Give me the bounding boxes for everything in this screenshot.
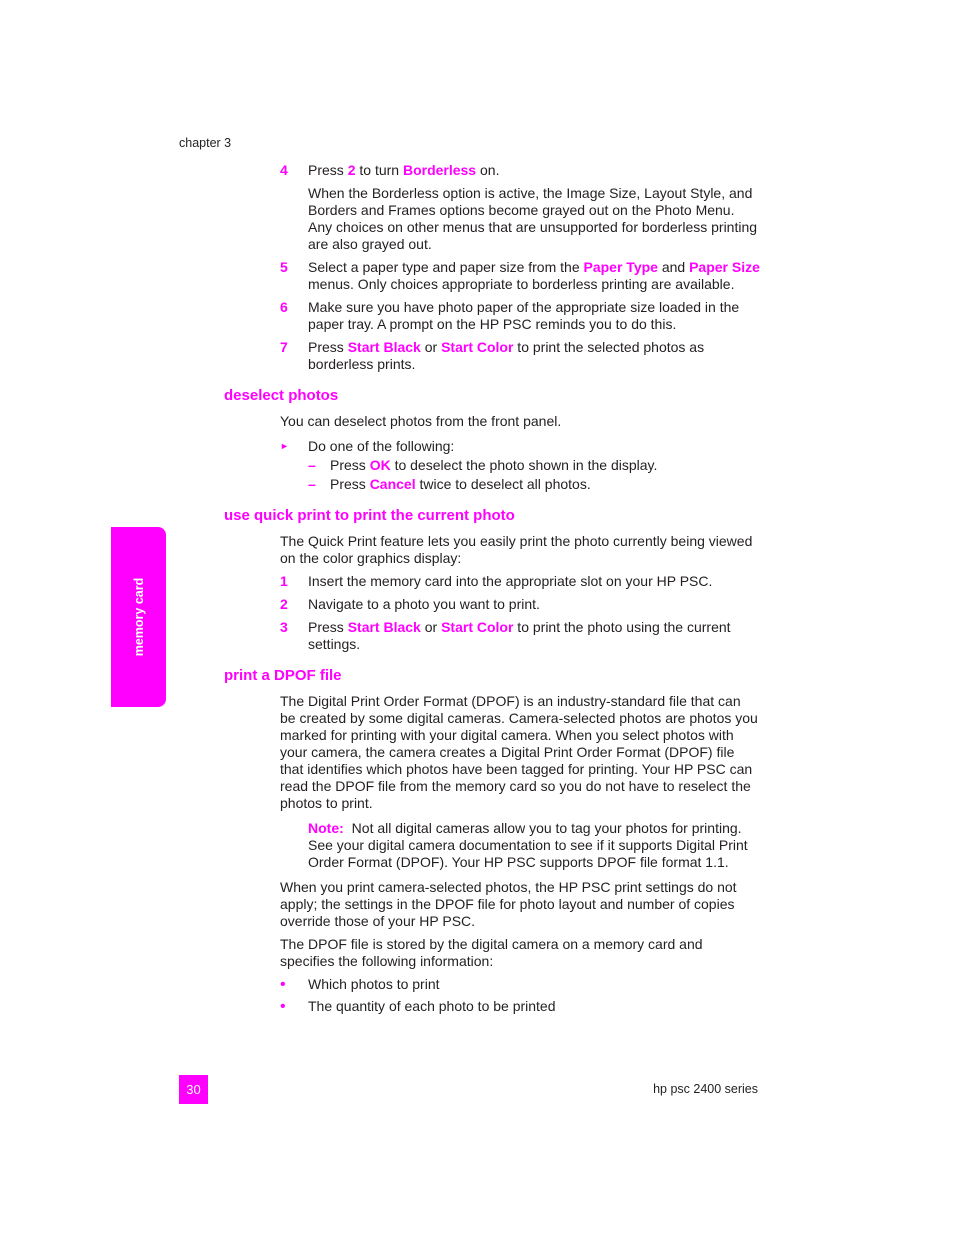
section-intro: The Quick Print feature lets you easily print the photo currently being viewed on the color graphics display: [280,533,753,566]
step-1 [280,573,760,590]
step-text [308,339,760,373]
section-intro: You can deselect photos from the front panel. [280,413,562,429]
text-run: menus. Only choices appropriate to borderless printing are available. [308,276,735,292]
bullet-text: Do one of the following: [308,438,455,454]
keyword: Start Color [441,619,514,635]
keyword: OK [369,457,391,473]
text-run: Press [308,339,348,355]
page-number: 30 [179,1075,208,1104]
step-text: Insert the memory card into the appropriate slot on your HP PSC. [308,573,713,589]
arrow-bullet-icon: ► [280,441,289,451]
keyword: Borderless [402,162,477,178]
text-run: Press [330,457,370,473]
chapter-label: chapter 3 [179,136,232,150]
text-run: Press [330,476,370,492]
step-6 [280,299,760,333]
dpof-paragraph-1: The Digital Print Order Format (DPOF) is an industry-standard file that can be created by some digital cameras. Camera-selected photos are photos you marked for printing with your digital camera. When you select photos with your camera, the camera creates a Digital Print Order Format (DPOF) file that identifies which photos have been tagged for printing. Your HP PSC can read the DPOF file from the memory card so you do not have to reselect the photos to print. [280,693,758,811]
step-text [308,162,760,179]
sub-item [280,457,760,474]
section-heading-quick-print: use quick print to print the current photo [224,507,515,524]
main-content [224,162,760,1020]
list-item [280,998,760,1015]
note-label: Note: [308,820,344,836]
step-7 [280,339,760,373]
dash-icon: – [308,476,316,492]
text-run: twice to deselect all photos. [415,476,591,492]
step-number: 3 [280,619,288,635]
list-item-text: The quantity of each photo to be printed [308,998,556,1014]
note [280,820,760,871]
bullet-dot-icon: • [280,976,286,993]
list-item-text: Which photos to print [308,976,440,992]
bullet-dot-icon: • [280,998,286,1015]
step-text: Make sure you have photo paper of the appropriate size loaded in the paper tray. A prompt on the HP PSC reminds you to do this. [308,299,740,332]
step-number: 4 [280,162,288,178]
step-text [308,259,760,293]
section-heading-dpof: print a DPOF file [224,667,342,684]
step-4 [280,162,760,253]
text-run: to turn [355,162,403,178]
side-tab-label: memory card [131,577,146,657]
step-number: 1 [280,573,288,589]
text-run: on. [476,162,500,178]
step-text: Navigate to a photo you want to print. [308,596,540,612]
keyword: Cancel [369,476,416,492]
step-detail: When the Borderless option is active, the Image Size, Layout Style, and Borders and Frames options become grayed out on the Photo Menu. Any choices on other menus that are unsupported for borderless printing are also grayed out. [308,185,758,252]
step-number: 7 [280,339,288,355]
dpof-paragraph-2: When you print camera-selected photos, the HP PSC print settings do not apply; the settings in the DPOF file for photo layout and number of copies override those of your HP PSC. [280,879,737,929]
step-number: 5 [280,259,288,275]
note-text: Not all digital cameras allow you to tag your photos for printing. See your digital camera documentation to see if it supports Digital Print Order Format (DPOF). Your HP PSC supports DPOF file format 1.1. [308,820,748,870]
keyword: Start Black [347,339,421,355]
text-run: and [657,259,690,275]
text-run: Select a paper type and paper size from the [308,259,584,275]
footer-product: hp psc 2400 series [653,1082,758,1096]
step-number: 6 [280,299,288,315]
dash-icon: – [308,457,316,473]
step-text [308,619,760,653]
keyword: Start Black [347,619,421,635]
step-3 [280,619,760,653]
keyword: 2 [347,162,356,178]
keyword: Paper Size [689,259,760,275]
dpof-paragraph-3: The DPOF file is stored by the digital camera on a memory card and specifies the following information: [280,936,703,969]
step-2 [280,596,760,613]
text-run: or [420,339,442,355]
section-heading-deselect: deselect photos [224,387,339,404]
text-run: to print the photo using the current settings. [308,619,731,652]
keyword: Start Color [441,339,514,355]
text-run: Press [308,619,348,635]
text-run: Press [308,162,348,178]
step-5 [280,259,760,293]
list-item [280,976,760,993]
text-run: to print the selected photos as borderless prints. [308,339,705,372]
side-tab [111,527,166,707]
text-run: to deselect the photo shown in the display. [390,457,658,473]
text-run: or [420,619,442,635]
arrow-bullet-item [280,438,760,455]
step-number: 2 [280,596,288,612]
keyword: Paper Type [583,259,658,275]
sub-item [280,476,760,493]
